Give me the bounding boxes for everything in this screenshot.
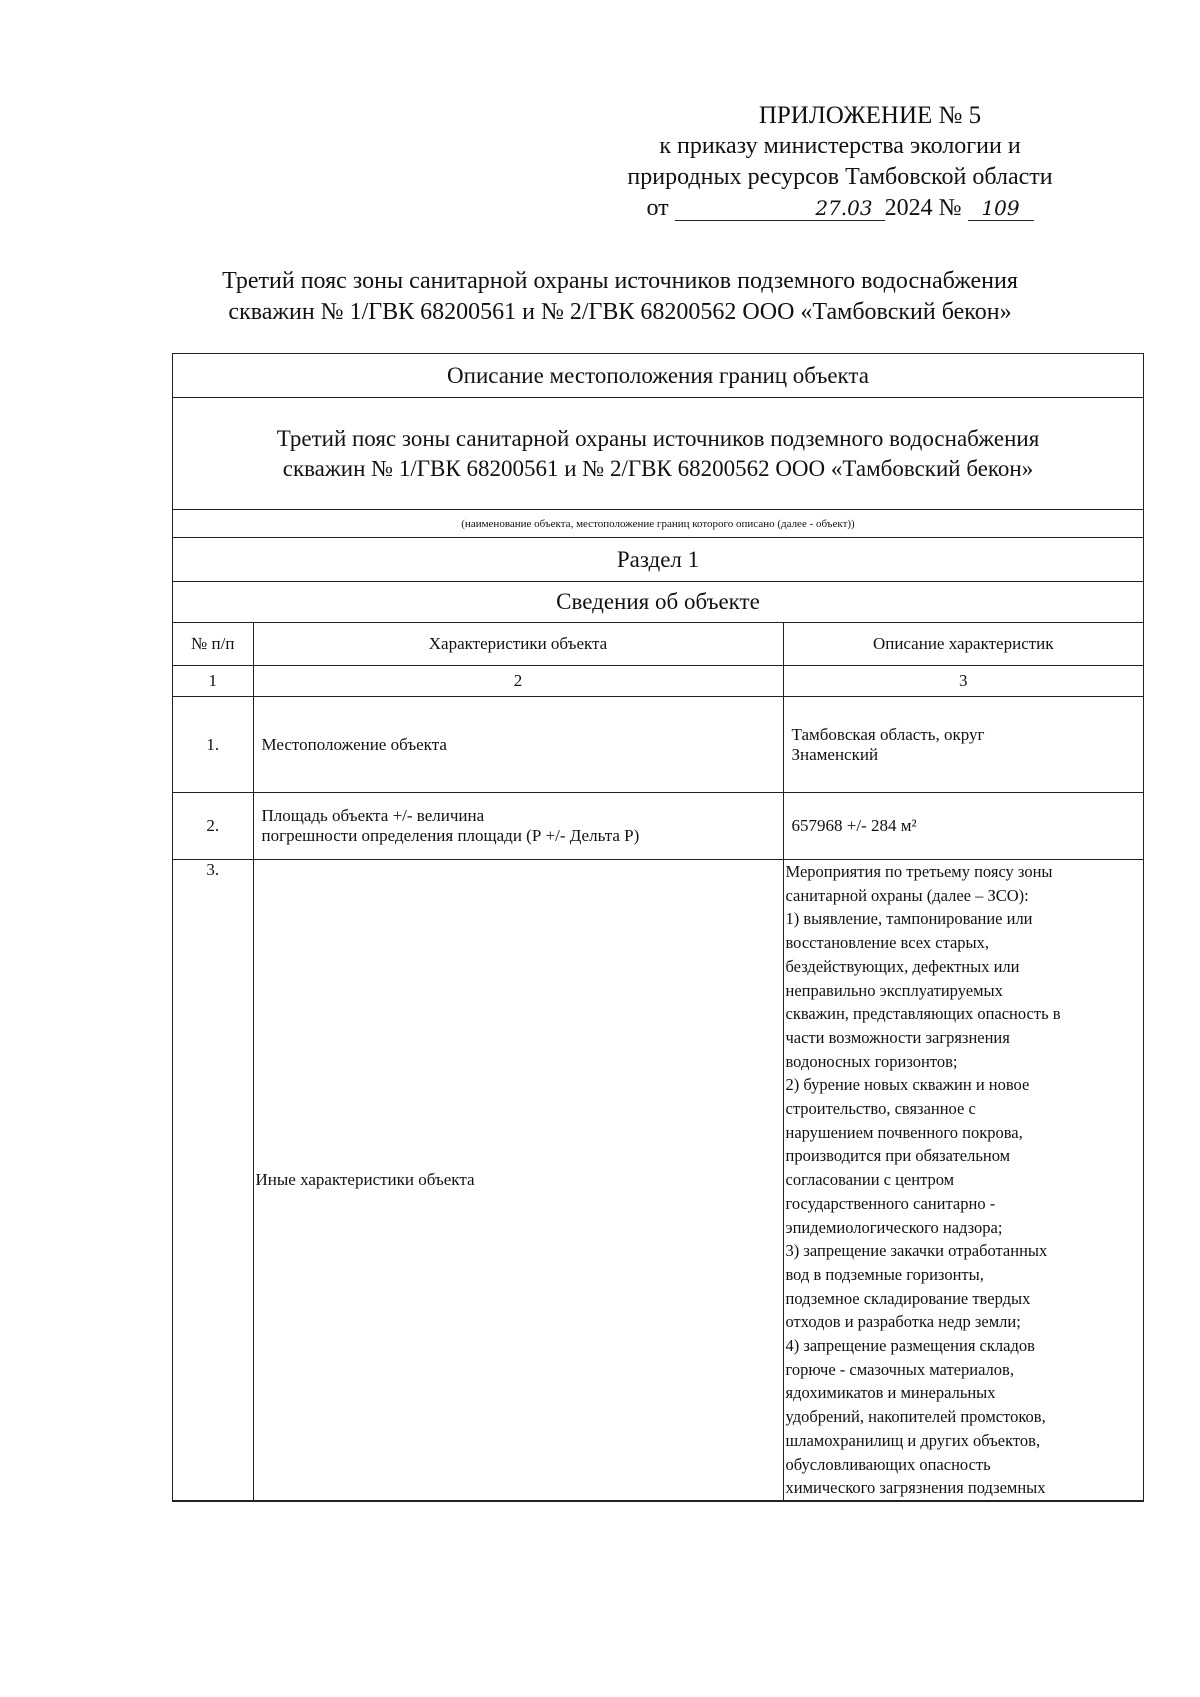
measures-line: скважин, представляющих опасность в bbox=[785, 1004, 1061, 1024]
section-title: Раздел 1 bbox=[173, 538, 1143, 582]
row-characteristic-line1: Площадь объекта +/- величина bbox=[261, 806, 485, 825]
boundary-description-form bbox=[172, 353, 1144, 1502]
from-label: от bbox=[646, 195, 669, 221]
table-row bbox=[173, 793, 1143, 860]
measures-line: согласовании с центром bbox=[785, 1170, 955, 1190]
measures-line: обусловливающих опасность bbox=[785, 1454, 991, 1474]
table-row bbox=[173, 860, 1143, 1501]
measures-line: государственного санитарно - bbox=[785, 1193, 996, 1213]
table-header-row bbox=[173, 623, 1143, 666]
document-title bbox=[180, 266, 1060, 328]
row-characteristic: Иные характеристики объекта bbox=[253, 860, 783, 1501]
handwritten-order-number: 109 bbox=[968, 196, 1034, 221]
measures-line: 3) запрещение закачки отработанных bbox=[785, 1241, 1048, 1261]
measures-line: эпидемиологического надзора; bbox=[785, 1217, 1003, 1237]
appendix-header bbox=[580, 100, 1100, 224]
document-title-line2: скважин № 1/ГВК 68200561 и № 2/ГВК 68200562 ООО «Тамбовский бекон» bbox=[228, 299, 1012, 325]
row-description-line2: Знаменский bbox=[791, 744, 879, 764]
measures-line: части возможности загрязнения bbox=[785, 1027, 1010, 1047]
row-characteristic bbox=[253, 793, 783, 860]
measures-line: горюче - смазочных материалов, bbox=[785, 1359, 1014, 1379]
measures-line: подземное складирование твердых bbox=[785, 1288, 1031, 1308]
row-number: 3. bbox=[173, 860, 253, 1501]
appendix-title: ПРИЛОЖЕНИЕ № 5 bbox=[758, 102, 982, 129]
measures-line: 1) выявление, тампонирование или bbox=[785, 909, 1033, 929]
object-name bbox=[173, 398, 1143, 510]
measures-line: восстановление всех старых, bbox=[785, 933, 990, 953]
measures-line: водоносных горизонтов; bbox=[785, 1051, 958, 1071]
object-name-line1: Третий пояс зоны санитарной охраны источников подземного водоснабжения bbox=[276, 425, 1040, 451]
row-characteristic: Местоположение объекта bbox=[253, 697, 783, 793]
row-number: 2. bbox=[173, 793, 253, 860]
measures-line: ядохимикатов и минеральных bbox=[785, 1383, 996, 1403]
measures-line: Мероприятия по третьему поясу зоны bbox=[785, 862, 1053, 881]
measures-line: удобрений, накопителей промстоков, bbox=[785, 1407, 1046, 1427]
handwritten-date: 27.03 bbox=[675, 196, 885, 221]
row-description: 657968 +/- 284 м² bbox=[783, 793, 1143, 860]
measures-line: производится при обязательном bbox=[785, 1146, 1011, 1166]
order-reference-line1: к приказу министерства экологии и bbox=[659, 133, 1021, 159]
row-number: 1. bbox=[173, 697, 253, 793]
measures-line: строительство, связанное с bbox=[785, 1099, 976, 1119]
row-description-line1: Тамбовская область, округ bbox=[791, 724, 985, 744]
measures-line: бездействующих, дефектных или bbox=[785, 956, 1020, 976]
order-reference-line2: природных ресурсов Тамбовской области bbox=[627, 164, 1053, 190]
column-header-description: Описание характеристик bbox=[783, 623, 1143, 666]
measures-line: 4) запрещение размещения складов bbox=[785, 1336, 1035, 1356]
measures-line: вод в подземные горизонты, bbox=[785, 1264, 984, 1284]
measures-line: нарушением почвенного покрова, bbox=[785, 1122, 1023, 1142]
measures-line: санитарной охраны (далее – ЗСО): bbox=[785, 885, 1029, 905]
measures-line: шламохранилищ и других объектов, bbox=[785, 1430, 1041, 1450]
row-description-measures bbox=[783, 860, 1143, 1501]
table-index-row bbox=[173, 666, 1143, 697]
row-characteristic-line2: погрешности определения площади (Р +/- Дельта Р) bbox=[261, 826, 640, 845]
index-cell-2: 2 bbox=[253, 666, 783, 697]
measures-line: химического загрязнения подземных bbox=[785, 1478, 1046, 1498]
year-number-label: 2024 № bbox=[884, 195, 962, 221]
index-cell-1: 1 bbox=[173, 666, 253, 697]
measures-line: отходов и разработка недр земли; bbox=[785, 1312, 1021, 1332]
object-name-line2: скважин № 1/ГВК 68200561 и № 2/ГВК 68200562 ООО «Тамбовский бекон» bbox=[282, 455, 1034, 481]
column-header-number: № п/п bbox=[173, 623, 253, 666]
object-name-note: (наименование объекта, местоположение границ которого описано (далее - объект)) bbox=[173, 510, 1143, 538]
order-date-line bbox=[580, 193, 1100, 224]
column-header-characteristic: Характеристики объекта bbox=[253, 623, 783, 666]
index-cell-3: 3 bbox=[783, 666, 1143, 697]
form-heading: Описание местоположения границ объекта bbox=[173, 354, 1143, 398]
section-subtitle: Сведения об объекте bbox=[173, 582, 1143, 623]
measures-line: 2) бурение новых скважин и новое bbox=[785, 1075, 1030, 1095]
measures-line: неправильно эксплуатируемых bbox=[785, 980, 1003, 1000]
object-info-table bbox=[173, 623, 1143, 1501]
row-description bbox=[783, 697, 1143, 793]
document-title-line1: Третий пояс зоны санитарной охраны источников подземного водоснабжения bbox=[222, 268, 1018, 294]
table-row bbox=[173, 697, 1143, 793]
